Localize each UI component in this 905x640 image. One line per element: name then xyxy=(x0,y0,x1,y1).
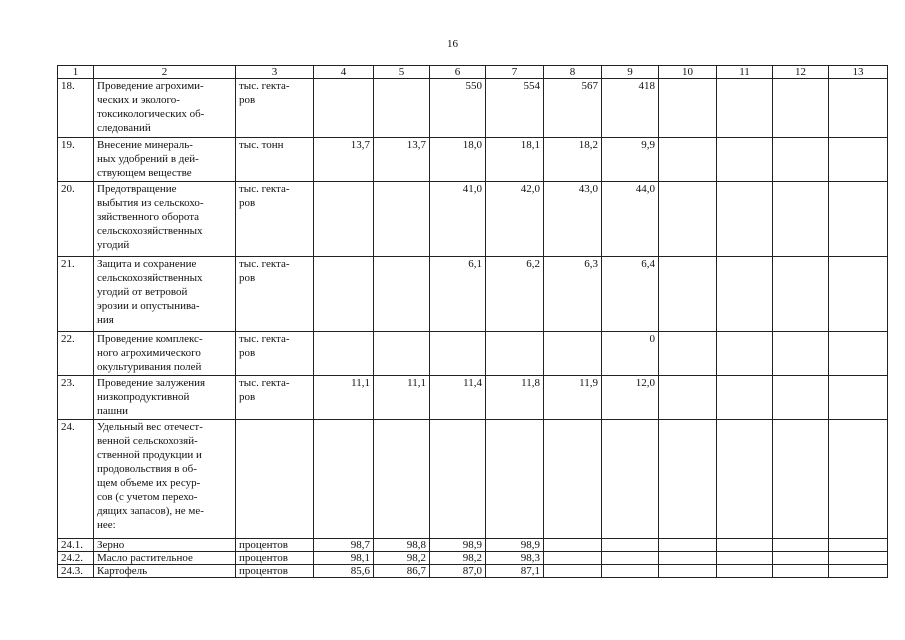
value-cell xyxy=(544,332,602,376)
value-cell xyxy=(829,376,888,420)
unit-cell xyxy=(236,565,314,578)
indicator-name xyxy=(94,257,236,332)
indicator-name-line: Зерно xyxy=(97,539,125,551)
value-cell: 554 xyxy=(486,79,544,138)
value-cell: 98,8 xyxy=(374,539,430,552)
value-cell: 98,9 xyxy=(430,539,486,552)
indicator-name xyxy=(94,420,236,539)
header-row xyxy=(58,66,888,79)
indicator-name-line: сов (с учетом перехо- xyxy=(97,491,198,503)
value-cell xyxy=(773,332,829,376)
value-cell xyxy=(829,332,888,376)
value-cell xyxy=(486,332,544,376)
value-cell xyxy=(314,332,374,376)
value-cell: 567 xyxy=(544,79,602,138)
header-cell: 9 xyxy=(602,66,659,79)
value-cell: 13,7 xyxy=(314,138,374,182)
value-cell xyxy=(314,257,374,332)
value-cell xyxy=(829,257,888,332)
value-cell xyxy=(829,79,888,138)
indicator-name-line: Внесение минераль- xyxy=(97,139,193,151)
indicator-name-line: щем объеме их ресур- xyxy=(97,477,201,489)
indicator-name-line: токсикологических об- xyxy=(97,108,205,120)
value-cell: 11,1 xyxy=(314,376,374,420)
unit-cell xyxy=(236,79,314,138)
unit-cell xyxy=(236,552,314,565)
value-cell xyxy=(717,79,773,138)
value-cell xyxy=(829,138,888,182)
unit-line: процентов xyxy=(239,565,288,577)
value-cell xyxy=(717,257,773,332)
indicator-name-line: сельскохозяйственных xyxy=(97,272,203,284)
indicator-name-line: Проведение залужения xyxy=(97,377,206,389)
indicator-name xyxy=(94,332,236,376)
indicator-name-line: дящих запасов), не ме- xyxy=(97,505,204,517)
value-cell xyxy=(374,332,430,376)
value-cell: 6,4 xyxy=(602,257,659,332)
value-cell xyxy=(773,79,829,138)
value-cell: 44,0 xyxy=(602,182,659,257)
row-number: 24.3. xyxy=(58,565,94,578)
value-cell xyxy=(486,420,544,539)
indicator-name xyxy=(94,376,236,420)
unit-line: тыс. гекта- xyxy=(239,333,290,345)
value-cell: 98,7 xyxy=(314,539,374,552)
value-cell: 42,0 xyxy=(486,182,544,257)
value-cell xyxy=(430,420,486,539)
value-cell xyxy=(544,565,602,578)
indicator-name-line: ственной продукции и xyxy=(97,449,202,461)
value-cell: 18,2 xyxy=(544,138,602,182)
value-cell xyxy=(773,376,829,420)
value-cell xyxy=(717,332,773,376)
indicator-name-line: окультуривания полей xyxy=(97,361,202,373)
header-cell: 4 xyxy=(314,66,374,79)
value-cell xyxy=(659,138,717,182)
unit-line: тыс. гекта- xyxy=(239,183,290,195)
value-cell xyxy=(717,182,773,257)
value-cell xyxy=(773,182,829,257)
indicator-name-line: сельскохозяйственных xyxy=(97,225,203,237)
row-number: 20. xyxy=(58,182,94,257)
value-cell xyxy=(314,79,374,138)
value-cell: 18,1 xyxy=(486,138,544,182)
value-cell: 0 xyxy=(602,332,659,376)
value-cell: 13,7 xyxy=(374,138,430,182)
table-row xyxy=(58,565,888,578)
value-cell xyxy=(659,552,717,565)
value-cell: 418 xyxy=(602,79,659,138)
value-cell: 550 xyxy=(430,79,486,138)
unit-line: ров xyxy=(239,347,256,359)
value-cell: 43,0 xyxy=(544,182,602,257)
row-number: 23. xyxy=(58,376,94,420)
value-cell xyxy=(659,182,717,257)
value-cell xyxy=(314,182,374,257)
value-cell xyxy=(659,79,717,138)
unit-line: ров xyxy=(239,391,256,403)
value-cell xyxy=(544,552,602,565)
row-number: 18. xyxy=(58,79,94,138)
value-cell: 98,1 xyxy=(314,552,374,565)
table-row xyxy=(58,539,888,552)
value-cell: 98,2 xyxy=(430,552,486,565)
value-cell xyxy=(717,420,773,539)
value-cell: 87,1 xyxy=(486,565,544,578)
value-cell xyxy=(374,420,430,539)
indicator-name xyxy=(94,565,236,578)
value-cell xyxy=(374,257,430,332)
indicators-table xyxy=(57,65,888,578)
value-cell xyxy=(717,552,773,565)
indicator-name-line: выбытия из сельскохо- xyxy=(97,197,204,209)
value-cell: 6,3 xyxy=(544,257,602,332)
header-cell: 13 xyxy=(829,66,888,79)
header-cell: 3 xyxy=(236,66,314,79)
header-cell: 11 xyxy=(717,66,773,79)
indicator-name-line: продовольствия в об- xyxy=(97,463,197,475)
value-cell xyxy=(829,565,888,578)
row-number: 21. xyxy=(58,257,94,332)
unit-line: процентов xyxy=(239,539,288,551)
indicator-name-line: Проведение агрохими- xyxy=(97,80,204,92)
table-row xyxy=(58,552,888,565)
value-cell xyxy=(602,420,659,539)
value-cell xyxy=(773,138,829,182)
unit-line: тыс. гекта- xyxy=(239,258,290,270)
value-cell xyxy=(659,539,717,552)
value-cell xyxy=(602,539,659,552)
indicator-name-line: ческих и эколого- xyxy=(97,94,180,106)
indicator-name-line: нее: xyxy=(97,519,116,531)
table-row xyxy=(58,79,888,138)
value-cell: 86,7 xyxy=(374,565,430,578)
table-body xyxy=(58,66,888,578)
table-row xyxy=(58,182,888,257)
header-cell: 2 xyxy=(94,66,236,79)
indicator-name xyxy=(94,138,236,182)
value-cell xyxy=(602,552,659,565)
unit-cell xyxy=(236,257,314,332)
value-cell: 6,1 xyxy=(430,257,486,332)
header-cell: 10 xyxy=(659,66,717,79)
value-cell: 98,3 xyxy=(486,552,544,565)
indicator-name-line: зяйственного оборота xyxy=(97,211,200,223)
header-cell: 7 xyxy=(486,66,544,79)
header-cell: 6 xyxy=(430,66,486,79)
indicator-name-line: венной сельскохозяй- xyxy=(97,435,198,447)
indicator-name-line: Защита и сохранение xyxy=(97,258,197,270)
indicator-name-line: ствующем веществе xyxy=(97,167,192,179)
unit-cell xyxy=(236,420,314,539)
value-cell xyxy=(773,257,829,332)
value-cell xyxy=(314,420,374,539)
value-cell xyxy=(717,376,773,420)
table-row xyxy=(58,332,888,376)
indicator-name-line: пашни xyxy=(97,405,129,417)
value-cell: 9,9 xyxy=(602,138,659,182)
value-cell xyxy=(544,539,602,552)
value-cell xyxy=(829,552,888,565)
value-cell: 85,6 xyxy=(314,565,374,578)
unit-cell xyxy=(236,539,314,552)
value-cell: 98,9 xyxy=(486,539,544,552)
value-cell: 11,4 xyxy=(430,376,486,420)
value-cell xyxy=(659,332,717,376)
value-cell xyxy=(659,420,717,539)
value-cell xyxy=(829,182,888,257)
header-cell: 8 xyxy=(544,66,602,79)
indicator-name-line: эрозии и опустынива- xyxy=(97,300,200,312)
indicator-name xyxy=(94,182,236,257)
indicator-name-line: ного агрохимического xyxy=(97,347,201,359)
table-row xyxy=(58,138,888,182)
value-cell xyxy=(544,420,602,539)
value-cell: 11,8 xyxy=(486,376,544,420)
value-cell: 41,0 xyxy=(430,182,486,257)
value-cell xyxy=(717,138,773,182)
value-cell xyxy=(773,539,829,552)
unit-line: ров xyxy=(239,272,256,284)
indicator-name-line: Проведение комплекс- xyxy=(97,333,203,345)
indicator-name xyxy=(94,552,236,565)
indicator-name-line: угодий xyxy=(97,239,130,251)
unit-cell xyxy=(236,332,314,376)
unit-line: тыс. гекта- xyxy=(239,377,290,389)
indicator-name xyxy=(94,539,236,552)
value-cell: 11,9 xyxy=(544,376,602,420)
indicator-name-line: Удельный вес отечест- xyxy=(97,421,203,433)
value-cell xyxy=(717,539,773,552)
row-number: 24.2. xyxy=(58,552,94,565)
unit-line: ров xyxy=(239,197,256,209)
value-cell: 6,2 xyxy=(486,257,544,332)
value-cell: 12,0 xyxy=(602,376,659,420)
indicator-name-line: Масло растительное xyxy=(97,552,193,564)
value-cell xyxy=(829,420,888,539)
value-cell: 98,2 xyxy=(374,552,430,565)
table-row xyxy=(58,376,888,420)
indicator-name-line: ния xyxy=(97,314,114,326)
value-cell xyxy=(374,182,430,257)
value-cell xyxy=(602,565,659,578)
header-cell: 12 xyxy=(773,66,829,79)
indicator-name-line: низкопродуктивной xyxy=(97,391,190,403)
indicator-name-line: Предотвращение xyxy=(97,183,177,195)
indicator-name xyxy=(94,79,236,138)
unit-line: тыс. гекта- xyxy=(239,80,290,92)
table-row xyxy=(58,257,888,332)
value-cell xyxy=(659,257,717,332)
unit-cell xyxy=(236,376,314,420)
value-cell xyxy=(659,565,717,578)
indicator-name-line: ных удобрений в дей- xyxy=(97,153,199,165)
value-cell xyxy=(773,565,829,578)
value-cell xyxy=(773,552,829,565)
value-cell: 11,1 xyxy=(374,376,430,420)
value-cell xyxy=(430,332,486,376)
unit-line: ров xyxy=(239,94,256,106)
value-cell: 87,0 xyxy=(430,565,486,578)
value-cell xyxy=(773,420,829,539)
unit-line: тыс. тонн xyxy=(239,139,284,151)
value-cell xyxy=(829,539,888,552)
row-number: 24. xyxy=(58,420,94,539)
header-cell: 5 xyxy=(374,66,430,79)
unit-cell xyxy=(236,182,314,257)
row-number: 24.1. xyxy=(58,539,94,552)
unit-line: процентов xyxy=(239,552,288,564)
indicator-name-line: Картофель xyxy=(97,565,148,577)
value-cell: 18,0 xyxy=(430,138,486,182)
indicator-name-line: угодий от ветровой xyxy=(97,286,188,298)
value-cell xyxy=(717,565,773,578)
table-row xyxy=(58,420,888,539)
page-number: 16 xyxy=(447,38,458,50)
indicator-name-line: следований xyxy=(97,122,151,134)
header-cell: 1 xyxy=(58,66,94,79)
row-number: 22. xyxy=(58,332,94,376)
value-cell xyxy=(374,79,430,138)
row-number: 19. xyxy=(58,138,94,182)
unit-cell xyxy=(236,138,314,182)
value-cell xyxy=(659,376,717,420)
